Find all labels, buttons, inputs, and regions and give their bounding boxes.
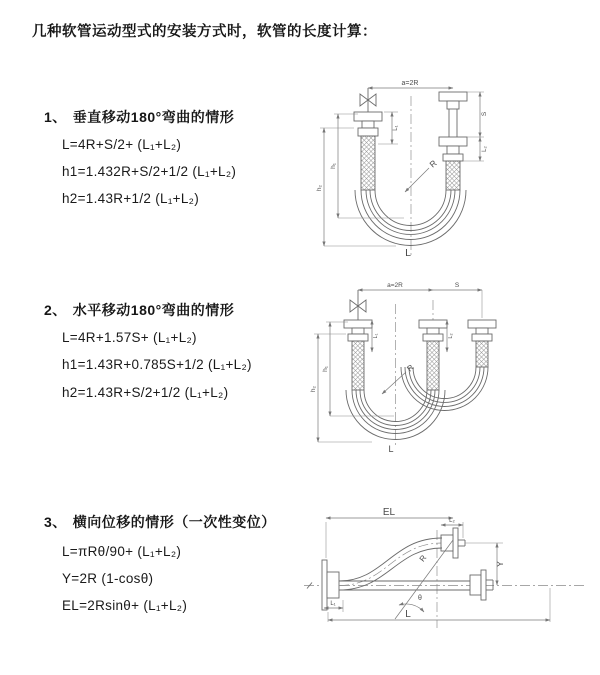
upper-right-flange [441,528,465,558]
section-2-title: 水平移动180°弯曲的情形 [72,302,235,318]
section-2-formula-h1: h1=1.43R+0.785S+1/2 (L₁+L₂) [62,357,252,372]
dim-label-h2: h₂ [316,184,323,192]
dim-label-h2: h₂ [310,385,317,393]
section-3-formula-Y: Y=2R (1-cosθ) [62,571,154,586]
section-1-heading [44,107,234,127]
dimension-h2 [316,128,396,246]
diagram-lateral-displacement [296,500,596,650]
section-3-heading [44,512,276,532]
section-1-title: 垂直移动180°弯曲的情形 [72,109,235,125]
hose-u-bend-position-2 [401,367,488,411]
middle-fitting [419,320,447,341]
dim-label-h1: h₁ [330,163,337,169]
dim-label-r: R [405,362,416,374]
section-1-number: 1、 [44,109,67,125]
dim-label-l2: L₂ [482,146,488,152]
dim-label-h1: h₁ [322,366,329,372]
section-2-number: 2、 [44,302,67,318]
dimension-el [326,507,453,558]
dim-label-l1: L₁ [393,125,399,131]
dim-label-l1: L₁ [330,601,336,607]
valve-icon [360,88,376,112]
diagram-vertical-180-bend [308,66,600,266]
dim-label-l-total: L [388,444,394,454]
right-fittings [439,92,467,161]
left-fitting [354,112,382,136]
dim-label-s: S [481,111,488,117]
dimension-s [433,282,482,318]
dimension-l-total [328,588,550,622]
dimension-l2 [447,320,454,352]
dim-label-l-total: L [405,247,411,259]
page-title: 几种软管运动型式的安装方式时，软管的长度计算： [32,24,377,40]
dimension-s [467,92,488,137]
dim-label-r: R [427,157,439,170]
dim-label-l2: L₂ [449,518,455,524]
middle-braided-hose [427,341,439,390]
left-fitting [344,320,372,341]
dim-label-l: L [405,609,411,620]
theta-angle [399,595,424,612]
dim-label-a2r: a=2R [401,80,419,87]
diagram-horizontal-180-bend [306,276,578,461]
dimension-a-2r [368,80,453,88]
right-flange [470,570,493,600]
dim-label-a2r: a=2R [387,282,403,289]
dim-label-l1: L₁ [373,333,379,339]
section-1-formula-h1: h1=1.432R+S/2+1/2 (L₁+L₂) [62,164,237,179]
section-1-formula-L: L=4R+S/2+ (L₁+L₂) [62,137,182,152]
section-2-formula-h2: h2=1.43R+S/2+1/2 (L₁+L₂) [62,385,229,400]
section-3-title: 横向位移的情形（一次性变位） [72,514,276,530]
left-braided-hose [352,341,364,390]
dim-label-l2: L₂ [448,333,454,339]
dimension-a-2r [358,282,433,290]
valve-icon [350,290,366,320]
left-braided-hose [361,136,375,190]
dim-label-el: EL [382,507,396,518]
right-braided-hose [446,161,460,190]
section-2-heading [44,300,234,320]
section-2-formula-L: L=4R+1.57S+ (L₁+L₂) [62,330,197,345]
dim-label-theta: θ [418,595,422,602]
radius-construction [395,540,453,619]
dim-label-y: Y [495,561,505,567]
section-3-number: 3、 [44,514,67,530]
radius-callout [405,158,439,192]
dimension-l1 [372,320,379,352]
section-3-formula-EL: EL=2Rsinθ+ (L₁+L₂) [62,598,188,613]
dim-label-r: R [417,553,429,564]
section-1-formula-h2: h2=1.43R+1/2 (L₁+L₂) [62,191,200,206]
right-fitting [468,320,496,341]
dim-label-s: S [454,282,460,289]
right-braided-hose [476,341,488,367]
section-3-formula-L: L=πRθ/90+ (L₁+L₂) [62,544,182,559]
